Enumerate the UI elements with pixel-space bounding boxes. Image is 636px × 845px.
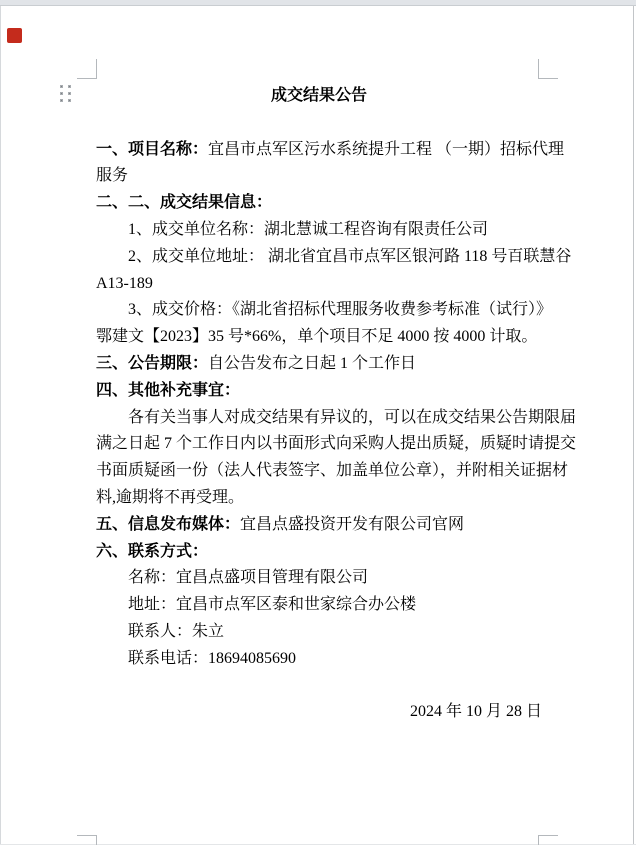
red-click-marker-icon [7, 28, 22, 43]
top-strip [0, 0, 636, 6]
doc-line [96, 190, 542, 217]
doc-line [96, 673, 542, 700]
page-right-edge [633, 6, 634, 845]
text-boundary-mark-top-left [77, 59, 97, 79]
doc-line-heading: 五、信息发布媒体： [96, 515, 241, 533]
text-boundary-mark-bottom-left [77, 835, 97, 845]
doc-line: 各有关当事人对成交结果有异议的，可以在成交结果公告期限届 [128, 408, 577, 426]
page-left-edge [0, 6, 1, 845]
doc-line: 联系电话：18694085690 [128, 649, 297, 667]
document-title: 成交结果公告 [270, 87, 367, 104]
doc-line: 2、成交单位地址： 湖北省宜昌市点军区银河路 118 号百联慧谷 [128, 247, 572, 265]
doc-line: 料,逾期将不再受理。 [96, 488, 245, 506]
doc-line: A13-189 [96, 274, 153, 292]
doc-line: 一、项目名称：宜昌市点军区污水系统提升工程 （一期）招标代理 [96, 140, 565, 158]
doc-line: 联系人：朱立 [128, 622, 225, 640]
doc-line-heading: 二、二、成交结果信息： [96, 194, 273, 212]
doc-line: 3、成交价格：《湖北省招标代理服务收费参考标准（试行）》 [128, 301, 553, 319]
doc-line-heading: 一、项目名称： [96, 140, 209, 158]
doc-line-heading: 四、其他补充事宜： [96, 381, 241, 399]
text-boundary-mark-bottom-right [538, 835, 558, 845]
drag-handle-icon[interactable] [60, 85, 72, 103]
text-boundary-mark-top-right [538, 59, 558, 79]
doc-line: 2024 年 10 月 28 日 [409, 703, 542, 721]
doc-line-heading: 三、公告期限： [96, 354, 209, 372]
doc-line: 满之日起 7 个工作日内以书面形式向采购人提出质疑，质疑时请提交 [96, 435, 577, 453]
doc-line: 鄂建文【2023】35 号*66%，单个项目不足 4000 按 4000 计取。 [96, 328, 538, 346]
doc-line: 名称：宜昌点盛项目管理有限公司 [128, 569, 369, 587]
doc-line: 五、信息发布媒体：宜昌点盛投资开发有限公司官网 [96, 515, 465, 533]
doc-line: 书面质疑函一份（法人代表签字、加盖单位公章），并附相关证据材 [96, 462, 569, 480]
doc-line: 服务 [96, 167, 129, 185]
doc-line [96, 378, 542, 405]
doc-line [96, 539, 542, 566]
doc-line: 三、公告期限：自公告发布之日起 1 个工作日 [96, 354, 417, 372]
document-body [96, 83, 577, 726]
doc-line: 地址：宜昌市点军区泰和世家综合办公楼 [128, 596, 417, 614]
doc-line: 1、成交单位名称：湖北慧诚工程咨询有限责任公司 [128, 220, 489, 238]
doc-line-heading: 六、联系方式： [96, 542, 209, 560]
doc-lines [96, 137, 577, 727]
